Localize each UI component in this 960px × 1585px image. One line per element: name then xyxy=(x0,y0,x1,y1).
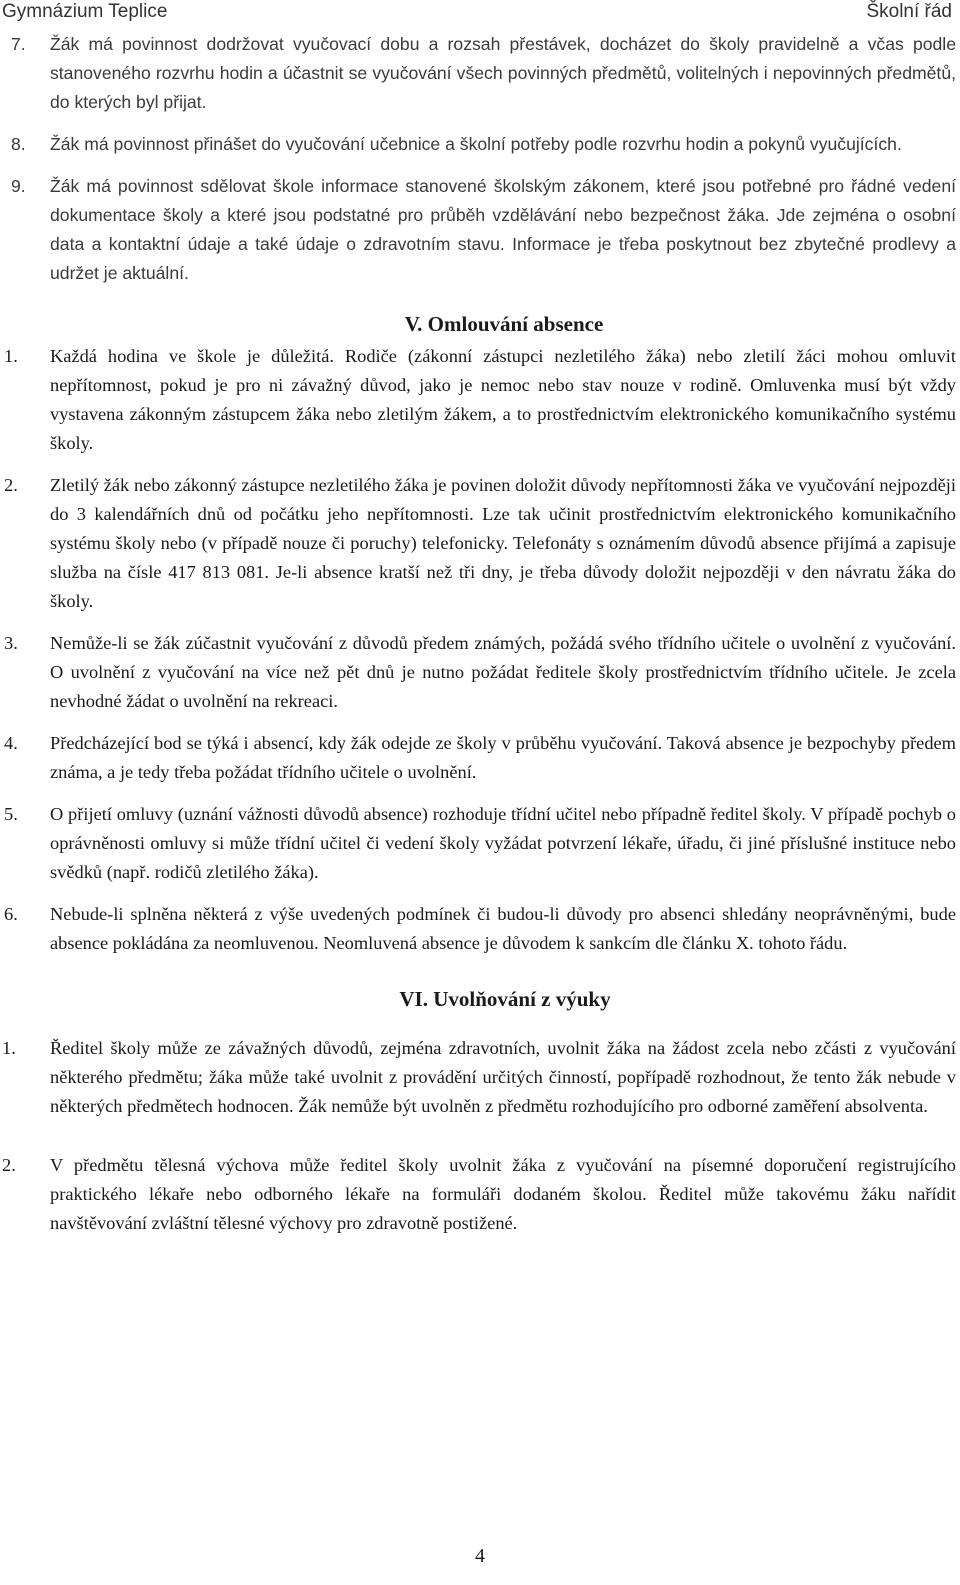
item-number: 2. xyxy=(4,475,18,495)
list-item xyxy=(0,629,960,716)
list-item xyxy=(0,342,960,458)
section-exemption xyxy=(0,1034,960,1238)
item-text: O přijetí omluvy (uznání vážnosti důvodů absence) rozhoduje třídní učitel nebo případně ředitel školy. V případě pochyb o oprávněnosti omluvy si může třídní učitel či vedení školy vyžádat potvrzení lékaře, úřadu, či jiné příslušné instituce nebo svědků (např. rodičů zletilého žáka). xyxy=(50,804,956,882)
page-header xyxy=(0,0,960,30)
item-text: Žák má povinnost sdělovat škole informace stanovené školským zákonem, které jsou potřebné pro řádné vedení dokumentace školy a které jsou podstatné pro průběh vzdělávání nebo bezpečnost žáka. Jde zejména o osobní data a kontaktní údaje a také údaje o zdravotním stavu. Informace je třeba poskytnout bez zbytečné prodlevy a udržet je aktuální. xyxy=(50,176,956,283)
item-text: Žák má povinnost přinášet do vyučování učebnice a školní potřeby podle rozvrhu hodin a pokynů vyučujících. xyxy=(50,134,902,154)
item-text: Nebude-li splněna některá z výše uvedených podmínek či budou-li důvody pro absenci shledány neoprávněnými, bude absence pokládána za neomluvenou. Neomluvená absence je důvodem k sankcím dle článku X. tohoto řádu. xyxy=(50,904,956,953)
item-text: Každá hodina ve škole je důležitá. Rodiče (zákonní zástupci nezletilého žáka) nebo zletilí žáci mohou omluvit nepřítomnost, pokud je pro ni závažný důvod, jako je nemoc nebo stav nouze v rodině. Omluvenka musí být vždy vystavena zákonným zástupcem žáka nebo zletilým žákem, a to prostřednictvím elektronického komunikačního systému školy. xyxy=(50,346,956,453)
list-item xyxy=(0,172,960,288)
item-number: 1. xyxy=(4,346,18,366)
section-absence xyxy=(0,342,960,958)
section-heading: V. Omlouvání absence xyxy=(404,312,604,336)
page-number: 4 xyxy=(475,1545,485,1567)
list-item xyxy=(0,1151,960,1238)
item-number: 4. xyxy=(4,733,18,753)
section-heading: VI. Uvolňování z výuky xyxy=(399,987,611,1011)
header-document-title: Školní řád xyxy=(866,1,952,22)
item-number: 6. xyxy=(4,904,18,924)
list-item xyxy=(0,1034,960,1121)
header-school-name: Gymnázium Teplice xyxy=(2,1,168,22)
list-item xyxy=(0,130,960,159)
list-item xyxy=(0,800,960,887)
list-item xyxy=(0,900,960,958)
item-text: Nemůže-li se žák zúčastnit vyučování z důvodů předem známých, požádá svého třídního učitele o uvolnění z vyučování. O uvolnění z vyučování na více než pět dnů je nutno požádat ředitele školy prostřednictvím třídního učitele. Je zcela nevhodné žádat o uvolnění na rekreaci. xyxy=(50,633,956,711)
list-item xyxy=(0,30,960,117)
item-number: 3. xyxy=(4,633,18,653)
list-item xyxy=(0,471,960,616)
item-number: 7. xyxy=(11,34,26,54)
list-item xyxy=(0,729,960,787)
item-number: 1. xyxy=(2,1038,16,1058)
item-number: 5. xyxy=(4,804,18,824)
item-text: Žák má povinnost dodržovat vyučovací dobu a rozsah přestávek, docházet do školy pravidelně a včas podle stanoveného rozvrhu hodin a účastnit se vyučování všech povinných předmětů, volitelných i nepovinných předmětů, do kterých byl přijat. xyxy=(50,34,956,112)
item-number: 9. xyxy=(11,176,26,196)
item-number: 8. xyxy=(11,134,26,154)
item-text: Předcházející bod se týká i absencí, kdy žák odejde ze školy v průběhu vyučování. Taková absence je bezpochyby předem známa, a je tedy třeba požádat třídního učitele o uvolnění. xyxy=(50,733,956,782)
document-body xyxy=(0,30,960,1238)
item-text: Zletilý žák nebo zákonný zástupce nezletilého žáka je povinen doložit důvody nepřítomnosti žáka ve vyučování nejpozději do 3 kalendářních dnů od počátku jeho nepřítomnosti. Lze tak učinit prostřednictvím elektronického komunikačního systému školy nebo (v případě nouze či poruchy) telefonicky. Telefonáty s oznámením důvodů absence přijímá a zapisuje služba na čísle 417 813 081. Je-li absence kratší než tři dny, je třeba důvody doložit nejpozději v den návratu žáka do školy. xyxy=(50,475,956,611)
item-text: Ředitel školy může ze závažných důvodů, zejména zdravotních, uvolnit žáka na žádost zcela nebo zčásti z vyučování některého předmětu; žáka může také uvolnit z provádění určitých činností, popřípadě rozhodnout, že tento žák nebude v některých předmětech hodnocen. Žák nemůže být uvolněn z předmětu rozhodujícího pro odborné zaměření absolventa. xyxy=(50,1038,956,1116)
item-text: V předmětu tělesná výchova může ředitel školy uvolnit žáka z vyučování na písemné doporučení registrujícího praktického lékaře nebo odborného lékaře na formuláři dodaném školou. Ředitel může takovému žáku nařídit navštěvování zvláštní tělesné výchovy pro zdravotně postižené. xyxy=(50,1155,956,1233)
item-number: 2. xyxy=(2,1155,16,1175)
